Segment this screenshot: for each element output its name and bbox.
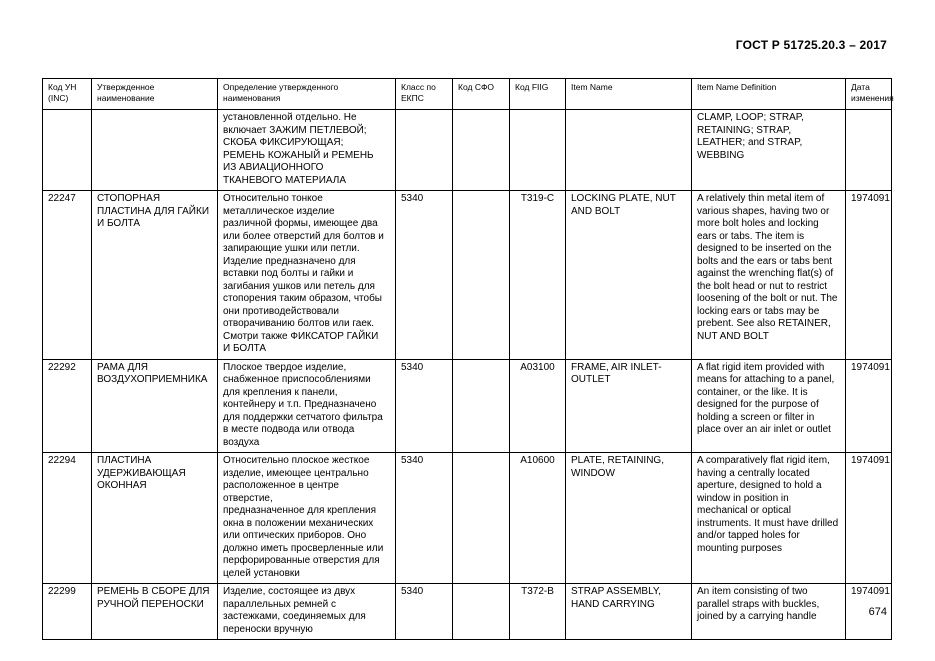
cell-class: 5340 [396,453,453,584]
cell-item-definition: A comparatively flat rigid item, having a centrally located aperture, designed to hold a window in position in mechanical or optical instruments. It must have drilled and/or tapped holes for mounting purposes [692,453,846,584]
cell-date: 1974091 [846,359,892,453]
cell-approved-name: РАМА ДЛЯ ВОЗДУХОПРИЕМНИКА [92,359,218,453]
cell-definition: установленной отдельно. Не включает ЗАЖИМ ПЕТЛЕВОЙ; СКОБА ФИКСИРУЮЩАЯ; РЕМЕНЬ КОЖАНЫЙ и РЕМЕНЬ ИЗ АВИАЦИОННОГО ТКАНЕВОГО МАТЕРИАЛА [218,110,396,191]
cell-fiig: T372-B [510,584,566,640]
cell-class: 5340 [396,359,453,453]
header-item-definition: Item Name Definition [692,79,846,110]
page-number: 674 [868,606,887,618]
cell-item-definition: An item consisting of two parallel straps with buckles, joined by a carrying handle [692,584,846,640]
items-table [42,78,892,640]
cell-class: 5340 [396,584,453,640]
cell-inc [43,110,92,191]
header-definition: Определение утвержденного наименования [218,79,396,110]
table-row [43,453,892,584]
cell-item-definition: A flat rigid item provided with means for attaching to a panel, container, or the like. It is designed for the purpose of holding a screen or filter in place over an air inlet or outlet [692,359,846,453]
cell-item-name: LOCKING PLATE, NUT AND BOLT [566,191,692,360]
table-row [43,359,892,453]
cell-date: 1974091 [846,191,892,360]
cell-inc: 22299 [43,584,92,640]
cell-definition: Относительно тонкое металлическое изделие различной формы, имеющее два или более отверстий для болтов и запирающие ушки или петли. Изделие предназначено для вставки под болты и гайки и загибания ушков или петель для стопорения таким образом, чтобы они противодействовали отворачиванию болтов или гаек. Смотри также ФИКСАТОР ГАЙКИ И БОЛТА [218,191,396,360]
header-fiig: Код FIIG [510,79,566,110]
cell-sfo [453,110,510,191]
cell-sfo [453,584,510,640]
cell-approved-name: СТОПОРНАЯ ПЛАСТИНА ДЛЯ ГАЙКИ И БОЛТА [92,191,218,360]
table-header-row [43,79,892,110]
cell-item-definition: CLAMP, LOOP; STRAP, RETAINING; STRAP, LEATHER; and STRAP, WEBBING [692,110,846,191]
cell-sfo [453,191,510,360]
cell-date [846,110,892,191]
cell-class [396,110,453,191]
cell-item-definition: A relatively thin metal item of various shapes, having two or more bolt holes and locking ears or tabs. The item is designed to be inserted on the bolts and the ears or tabs bent against the wrenching flat(s) of the bolt head or nut to restrict loosening of the bolt or nut. The locking ears or tabs may be prebent. See also RETAINER, NUT AND BOLT [692,191,846,360]
header-class: Класс по ЕКПС [396,79,453,110]
cell-class: 5340 [396,191,453,360]
header-inc: Код УН (INC) [43,79,92,110]
cell-inc: 22294 [43,453,92,584]
cell-approved-name [92,110,218,191]
table-row [43,191,892,360]
cell-item-name: STRAP ASSEMBLY, HAND CARRYING [566,584,692,640]
cell-inc: 22247 [43,191,92,360]
cell-fiig [510,110,566,191]
cell-approved-name: РЕМЕНЬ В СБОРЕ ДЛЯ РУЧНОЙ ПЕРЕНОСКИ [92,584,218,640]
cell-item-name: FRAME, AIR INLET- OUTLET [566,359,692,453]
cell-item-name [566,110,692,191]
cell-approved-name: ПЛАСТИНА УДЕРЖИВАЮЩАЯ ОКОННАЯ [92,453,218,584]
cell-definition: Плоское твердое изделие, снабженное приспособлениями для крепления к панели, контейнеру и т.п. Предназначено для поддержки сетчатого фильтра в месте подвода или отвода воздуха [218,359,396,453]
cell-fiig: A10600 [510,453,566,584]
cell-item-name: PLATE, RETAINING, WINDOW [566,453,692,584]
cell-date: 1974091 [846,584,892,640]
document-header: ГОСТ Р 51725.20.3 – 2017 [735,38,887,52]
cell-fiig: A03100 [510,359,566,453]
table-row [43,110,892,191]
cell-definition: Относительно плоское жесткое изделие, имеющее центрально расположенное в центре отверстие, предназначенное для крепления окна в положении механических или оптических приборов. Оно должно иметь просверленные или перфорированные отверстия для целей установки [218,453,396,584]
cell-definition: Изделие, состоящее из двух параллельных ремней с застежками, соединяемых для переноски вручную [218,584,396,640]
header-sfo: Код СФО [453,79,510,110]
cell-sfo [453,453,510,584]
header-date: Дата изменения [846,79,892,110]
cell-fiig: T319-C [510,191,566,360]
cell-sfo [453,359,510,453]
table-row [43,584,892,640]
header-approved-name: Утвержденное наименование [92,79,218,110]
cell-date: 1974091 [846,453,892,584]
header-item-name: Item Name [566,79,692,110]
cell-inc: 22292 [43,359,92,453]
